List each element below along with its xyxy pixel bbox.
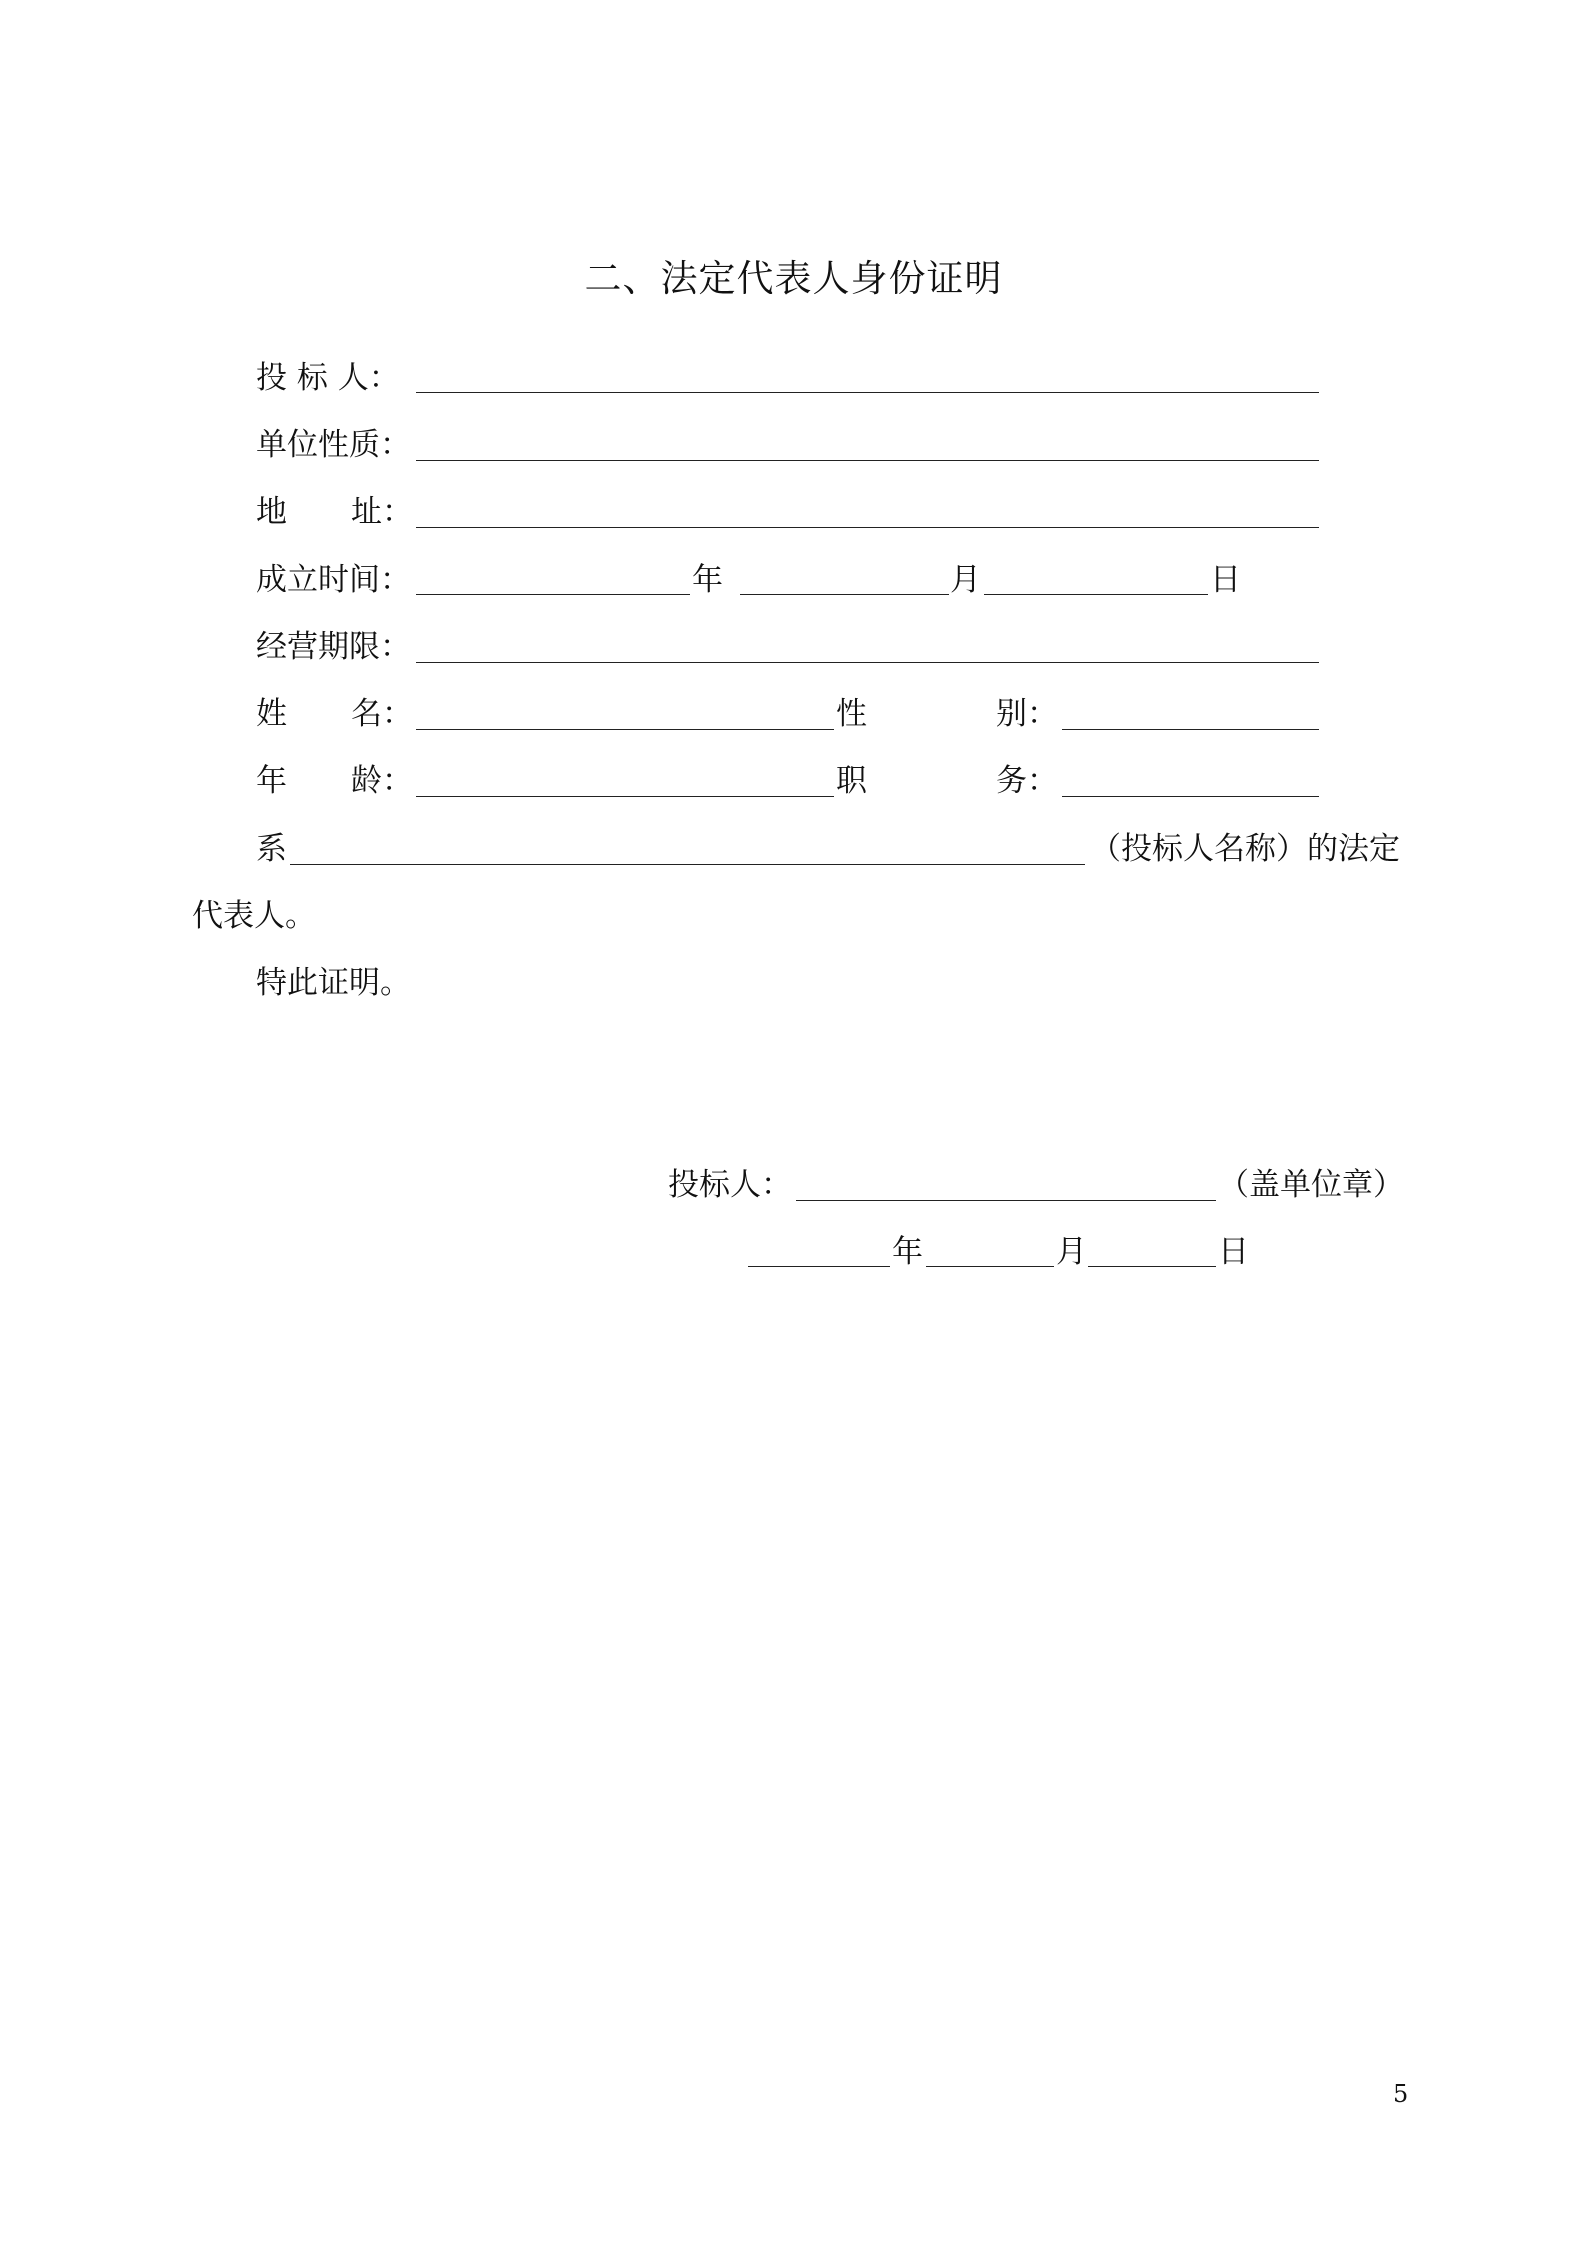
established-year-label: 年 [692, 562, 723, 598]
position-label-part1: 职 [836, 763, 867, 799]
established-month-label: 月 [950, 562, 981, 598]
established-label: 成立时间： [256, 562, 411, 598]
age-label-part1: 年 [256, 763, 287, 799]
unit-nature-field[interactable] [416, 460, 1319, 461]
age-field[interactable] [416, 796, 834, 797]
signature-month-label: 月 [1056, 1234, 1087, 1270]
established-day-field[interactable] [984, 594, 1208, 595]
business-term-label: 经营期限： [256, 629, 411, 665]
relation-suffix: （投标人名称）的法定 [1090, 831, 1400, 867]
relation-continuation: 代表人。 [192, 898, 316, 934]
bidder-label: 投 标 人： [256, 360, 400, 396]
bidder-field[interactable] [416, 392, 1319, 393]
signature-day-field[interactable] [1088, 1266, 1216, 1267]
address-label-part2: 址： [351, 494, 413, 530]
address-field[interactable] [416, 527, 1319, 528]
signature-month-field[interactable] [926, 1266, 1054, 1267]
gender-label-part2: 别： [996, 696, 1058, 732]
signature-bidder-label: 投标人： [668, 1167, 792, 1203]
unit-nature-label: 单位性质： [256, 427, 411, 463]
address-label-part1: 地 [256, 494, 287, 530]
bidder-name-field[interactable] [290, 864, 1085, 865]
name-field[interactable] [416, 729, 834, 730]
business-term-field[interactable] [416, 662, 1319, 663]
name-label-part1: 姓 [256, 696, 287, 732]
page-number: 5 [1393, 2080, 1409, 2108]
position-label-part2: 务： [996, 763, 1058, 799]
signature-year-field[interactable] [748, 1266, 890, 1267]
seal-note: （盖单位章） [1218, 1167, 1404, 1203]
age-label-part2: 龄： [351, 763, 413, 799]
gender-field[interactable] [1062, 729, 1319, 730]
certify-text: 特此证明。 [256, 965, 411, 1001]
established-year-field[interactable] [416, 594, 690, 595]
established-day-label: 日 [1210, 562, 1241, 598]
name-label-part2: 名： [351, 696, 413, 732]
established-month-field[interactable] [740, 594, 949, 595]
page-title: 二、法定代表人身份证明 [584, 257, 1003, 300]
relation-prefix: 系 [256, 831, 287, 867]
signature-bidder-field[interactable] [796, 1200, 1216, 1201]
position-field[interactable] [1062, 796, 1319, 797]
signature-year-label: 年 [892, 1234, 923, 1270]
gender-label-part1: 性 [836, 696, 867, 732]
signature-day-label: 日 [1218, 1234, 1249, 1270]
